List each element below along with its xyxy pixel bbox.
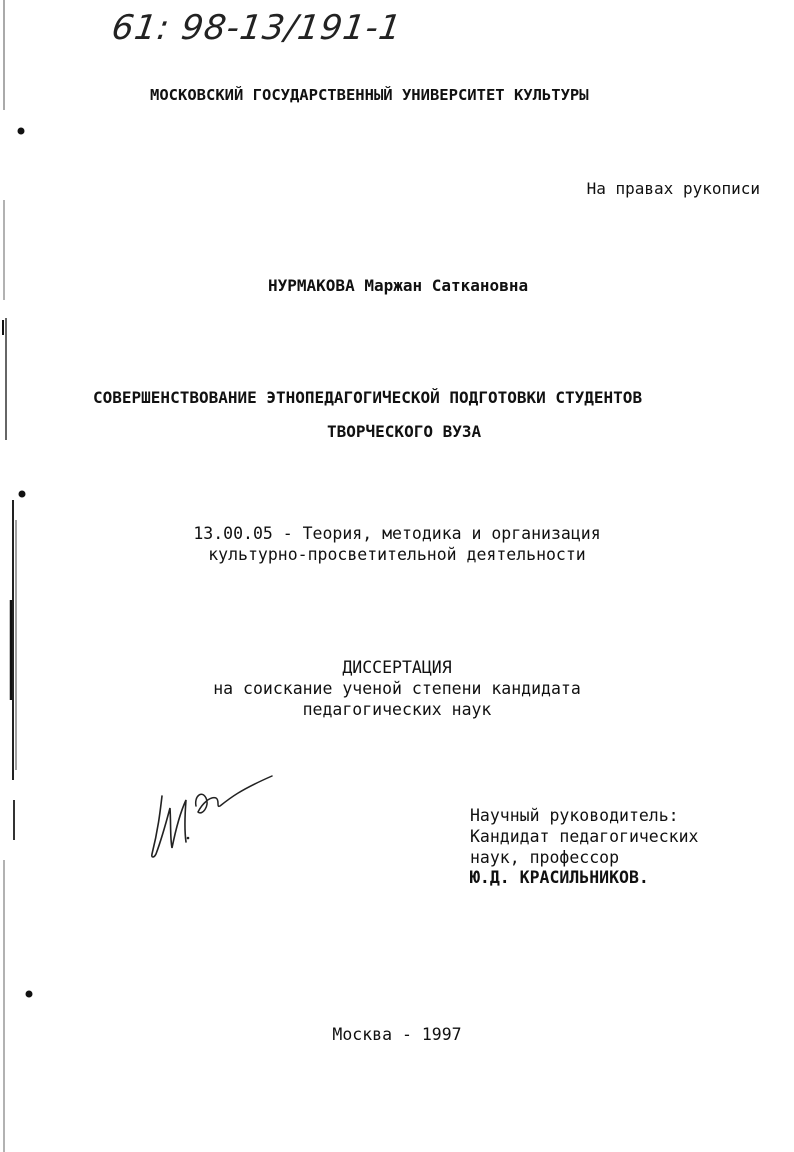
rights-note: На правах рукописи [586,179,760,198]
archive-code: 61: 98-13/191-1 [109,8,405,48]
degree-line2: педагогических наук [302,700,492,719]
dissertation-title-line1: СОВЕРШЕНСТВОВАНИЕ ЭТНОПЕДАГОГИЧЕСКОЙ ПОДГОТОВКИ СТУДЕНТОВ [93,388,643,407]
supervisor-degree-line2: наук, профессор [470,848,620,867]
specialty-line1: 13.00.05 - Теория, методика и организация [193,524,601,543]
degree-line1: на соискание ученой степени кандидата [213,679,581,698]
scan-edge-marks [0,0,40,1152]
city-year: Москва - 1997 [332,1025,462,1044]
supervisor-degree-line1: Кандидат педагогических [470,827,699,846]
dissertation-title-line2: ТВОРЧЕСКОГО ВУЗА [327,422,482,441]
supervisor-label: Научный руководитель: [470,806,679,825]
dissertation-label: ДИССЕРТАЦИЯ [342,658,452,677]
handwritten-signature [140,768,280,868]
supervisor-name: Ю.Д. КРАСИЛЬНИКОВ. [470,868,649,887]
university-name: МОСКОВСКИЙ ГОСУДАРСТВЕННЫЙ УНИВЕРСИТЕТ КУЛЬТУРЫ [150,86,589,104]
author-name: НУРМАКОВА Маржан Саткановна [268,276,529,295]
specialty-line2: культурно-просветительной деятельности [208,545,586,564]
